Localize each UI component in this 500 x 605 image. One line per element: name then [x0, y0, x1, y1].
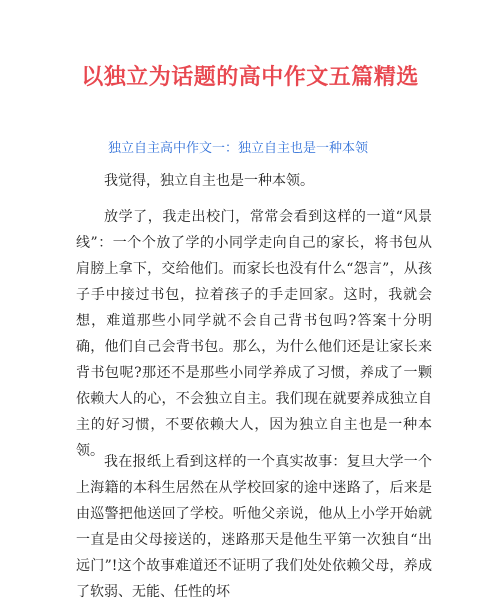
paragraph-1: 我觉得，独立自主也是一种本领。: [104, 173, 314, 189]
section-heading: 独立自主高中作文一：独立自主也是一种本领: [108, 141, 369, 156]
document-title: 以独立为话题的高中作文五篇精选: [81, 65, 419, 90]
paragraph-3: 我在报纸上看到这样的一个真实故事：复旦大学一个上海籍的本科生居然在从学校回家的途中迷路了，后来是由巡警把他送回了学校。听他父亲说，他从上小学开始就一直是由父母接送的，迷路那天是他生平第一次独自“出远门”!这个故事难道还不证明了我们处处依赖父母，养成了软弱、无能、任性的坏: [76, 454, 432, 600]
paragraph-2: 放学了，我走出校门，常常会看到这样的一道“风景线”：一个个放了学的小同学走向自己的家长，将书包从肩膀上拿下，交给他们。而家长也没有什么“怨言”，从孩子手中接过书包，拉着孩子的手走回家。这时，我就会想，难道那些小同学就不会自己背书包吗?答案十分明确，他们自己会背书包。那么，为什么他们还是让家长来背书包呢?那还不是那些小同学养成了习惯，养成了一颗依赖大人的心，不会独立自主。我们现在就要养成独立自主的好习惯，不要依赖大人，因为独立自主也是一种本领。: [76, 209, 432, 459]
